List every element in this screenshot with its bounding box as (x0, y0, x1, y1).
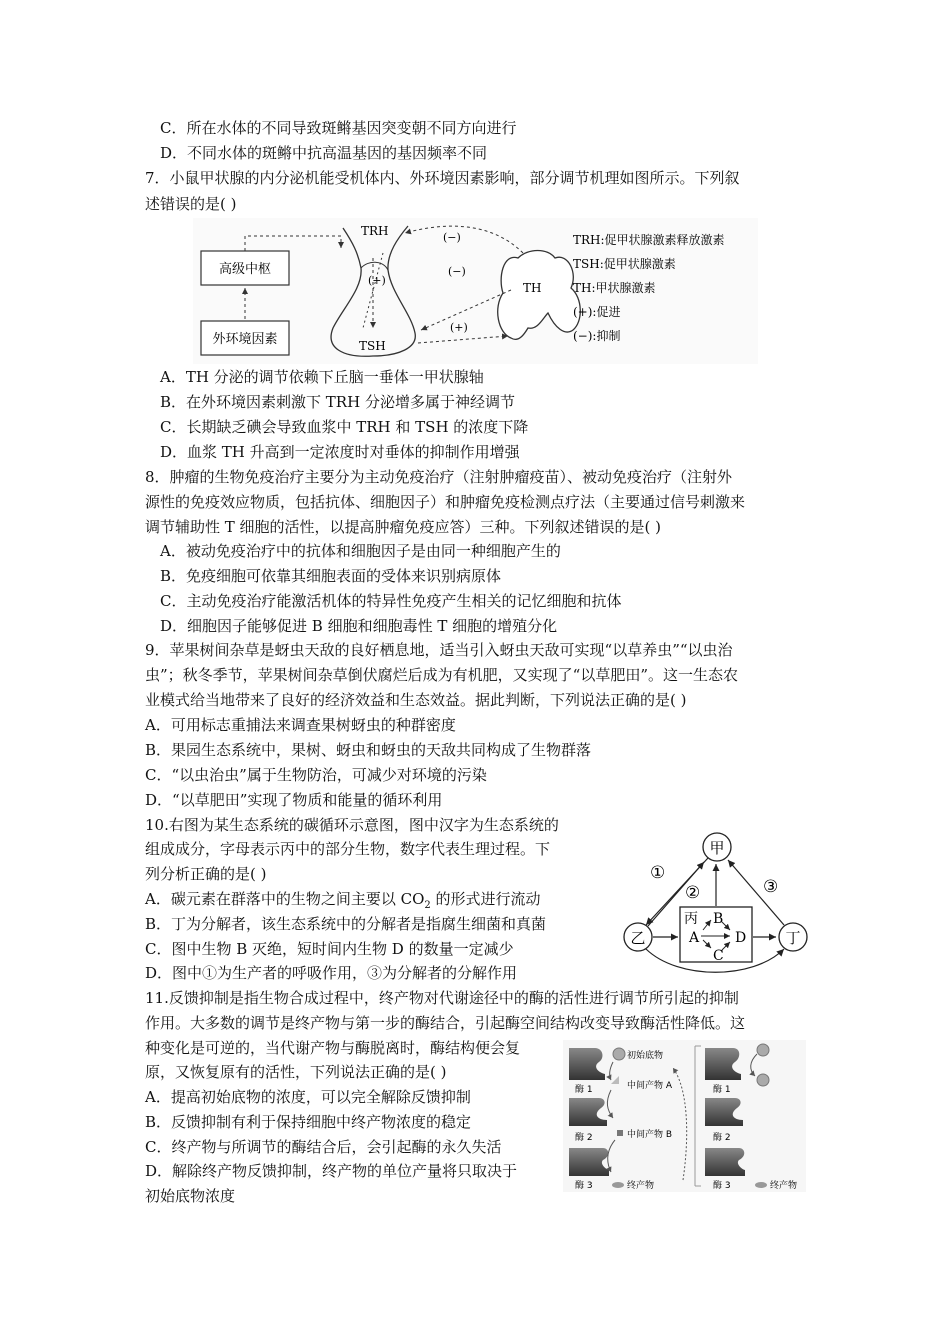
q10-label-n3: ③ (763, 877, 779, 897)
q10-label-n2: ② (685, 883, 701, 903)
q10-label-ding: 丁 (785, 929, 801, 947)
q10-label-d: D (735, 930, 747, 946)
q8-option-d: D．细胞因子能够促进 B 细胞和细胞毒性 T 细胞的增殖分化 (160, 617, 558, 635)
q7-legend-th: TH:甲状腺激素 (573, 281, 656, 295)
q11-option-d-line2: 初始底物浓度 (145, 1187, 236, 1205)
q9-stem-line2: 虫”；秋冬季节，苹果树间杂草倒伏腐烂后成为有机肥，又实现了“以草肥田”。这一生态农 (145, 666, 739, 684)
q7-label-minus-1: (−) (443, 231, 461, 244)
q11-substrate-icon (613, 1048, 625, 1060)
q7-option-a: A．TH 分泌的调节依赖下丘脑一垂体一甲状腺轴 (160, 368, 484, 386)
q7-option-b: B．在外环境因素刺激下 TRH 分泌增多属于神经调节 (160, 393, 515, 411)
q11-label-enzyme2-left: 酶 2 (575, 1133, 593, 1143)
q11-option-d-line1: D．解除终产物反馈抑制，终产物的单位产量将只取决于 (145, 1162, 518, 1180)
q11-feedback-inhibition-figure (563, 1040, 806, 1192)
q10-label-b: B (713, 911, 724, 927)
q7-hormone-regulation-figure (193, 218, 758, 364)
q10-stem-line2: 组成成分，字母表示丙中的部分生物，数字代表生理过程。下 (145, 840, 551, 858)
q7-legend-minus: (−):抑制 (573, 329, 621, 343)
q7-stem-line1: 7．小鼠甲状腺的内分泌机能受机体内、外环境因素影响，部分调节机理如图所示。下列叙 (145, 169, 740, 187)
q6-option-d: D．不同水体的斑鳉中抗高温基因的基因频率不同 (160, 144, 488, 162)
q11-label-mid-a: 中间产物 A (627, 1081, 673, 1091)
q7-label-th: TH (523, 281, 542, 295)
q11-label-enzyme2-right: 酶 2 (713, 1133, 731, 1143)
q10-stem-line1: 10.右图为某生态系统的碳循环示意图，图中汉字为生态系统的 (145, 816, 559, 834)
q11-label-enzyme1-right: 酶 1 (713, 1085, 731, 1095)
q9-stem-line3: 业模式给当地带来了良好的经济效益和生态效益。据此判断，下列说法正确的是( ) (145, 691, 687, 709)
q8-option-b: B．免疫细胞可依靠其细胞表面的受体来识别病原体 (160, 567, 502, 585)
q11-stem-line4: 原，又恢复原有的活性，下列说法正确的是( ) (145, 1063, 447, 1081)
q7-label-external-factor: 外环境因素 (212, 332, 278, 347)
q8-option-c: C．主动免疫治疗能激活机体的特异性免疫产生相关的记忆细胞和抗体 (160, 592, 622, 610)
q7-option-c: C．长期缺乏碘会导致血浆中 TRH 和 TSH 的浓度下降 (160, 418, 529, 436)
q9-option-c: C．“以虫治虫”属于生物防治，可减少对环境的污染 (145, 766, 487, 784)
q11-option-b: B．反馈抑制有利于保持细胞中终产物浓度的稳定 (145, 1113, 472, 1131)
q11-label-product-left: 终产物 (627, 1181, 655, 1191)
q10-option-d: D．图中①为生产者的呼吸作用，③为分解者的分解作用 (145, 964, 518, 982)
q9-option-b: B．果园生态系统中，果树、蚜虫和蚜虫的天敌共同构成了生物群落 (145, 741, 592, 759)
q10-option-c: C．图中生物 B 灭绝，短时间内生物 D 的数量一定减少 (145, 940, 514, 958)
q7-label-minus-2: (−) (448, 265, 466, 278)
q11-label-product-right: 终产物 (770, 1181, 798, 1191)
q10-label-bing: 丙 (684, 911, 698, 927)
q10-label-a: A (689, 930, 700, 946)
q8-stem-line2: 源性的免疫效应物质，包括抗体、细胞因子）和肿瘤免疫检测点疗法（主要通过信号刺激来 (145, 493, 746, 511)
q7-option-d: D．血浆 TH 升高到一定浓度时对垂体的抑制作用增强 (160, 443, 520, 461)
q10-option-a-subscript: 2 (424, 900, 431, 911)
q10-label-c: C (713, 948, 724, 964)
q10-label-yi: 乙 (630, 929, 646, 947)
q10-option-b: B．丁为分解者，该生态系统中的分解者是指腐生细菌和真菌 (145, 915, 547, 933)
q7-stem-line2: 述错误的是( ) (145, 195, 237, 213)
q11-stem-line2: 作用。大多数的调节是终产物与第一步的酶结合，引起酶空间结构改变导致酶活性降低。这 (145, 1014, 746, 1032)
q11-label-substrate: 初始底物 (627, 1051, 664, 1061)
q7-label-trh: TRH (361, 224, 389, 238)
q11-stem-line1: 11.反馈抑制是指生物合成过程中，终产物对代谢途径中的酶的活性进行调节所引起的抑制 (145, 989, 739, 1007)
q8-option-a: A．被动免疫治疗中的抗体和细胞因子是由同一种细胞产生的 (160, 542, 561, 560)
q9-stem-line1: 9．苹果树间杂草是蚜虫天敌的良好栖息地，适当引入蚜虫天敌可实现“以草养虫”“以虫治 (145, 641, 733, 659)
q7-label-plus-2: (+) (450, 321, 468, 334)
q11-label-mid-b: 中间产物 B (627, 1130, 673, 1140)
q7-label-plus-1: (+) (368, 274, 386, 287)
q8-stem-line1: 8．肿瘤的生物免疫治疗主要分为主动免疫治疗（注射肿瘤疫苗）、被动免疫治疗（注射外 (145, 468, 733, 486)
q9-option-d: D．“以草肥田”实现了物质和能量的循环利用 (145, 791, 443, 809)
q10-label-jia: 甲 (709, 839, 725, 857)
q7-legend-trh: TRH:促甲状腺激素释放激素 (573, 233, 725, 247)
q10-carbon-cycle-figure (618, 830, 814, 975)
q10-label-n1: ① (650, 863, 666, 883)
q11-option-a: A．提高初始底物的浓度，可以完全解除反馈抑制 (145, 1088, 471, 1106)
q10-option-a: A．碳元素在群落中的生物之间主要以 $CO_2$ 的形式进行流动 (145, 890, 541, 911)
q11-stem-line3: 种变化是可逆的，当代谢产物与酶脱离时，酶结构便会复 (145, 1039, 521, 1057)
q11-label-enzyme3-right: 酶 3 (713, 1181, 731, 1191)
q6-option-c: C．所在水体的不同导致斑鳉基因突变朝不同方向进行 (160, 119, 517, 137)
q7-label-higher-center: 高级中枢 (218, 262, 272, 277)
q8-stem-line3: 调节辅助性 T 细胞的活性，以提高肿瘤免疫应答）三种。下列叙述错误的是( ) (145, 518, 662, 536)
q11-option-c: C．终产物与所调节的酶结合后，会引起酶的永久失活 (145, 1138, 502, 1156)
q7-legend-plus: (+):促进 (573, 305, 621, 319)
q10-stem-line3: 列分析正确的是( ) (145, 865, 267, 883)
q11-label-enzyme1-left: 酶 1 (575, 1085, 593, 1095)
q7-label-tsh: TSH (359, 339, 386, 353)
q11-label-enzyme3-left: 酶 3 (575, 1181, 593, 1191)
q9-option-a: A．可用标志重捕法来调查果树蚜虫的种群密度 (145, 716, 456, 734)
q7-legend-tsh: TSH:促甲状腺激素 (573, 257, 676, 271)
